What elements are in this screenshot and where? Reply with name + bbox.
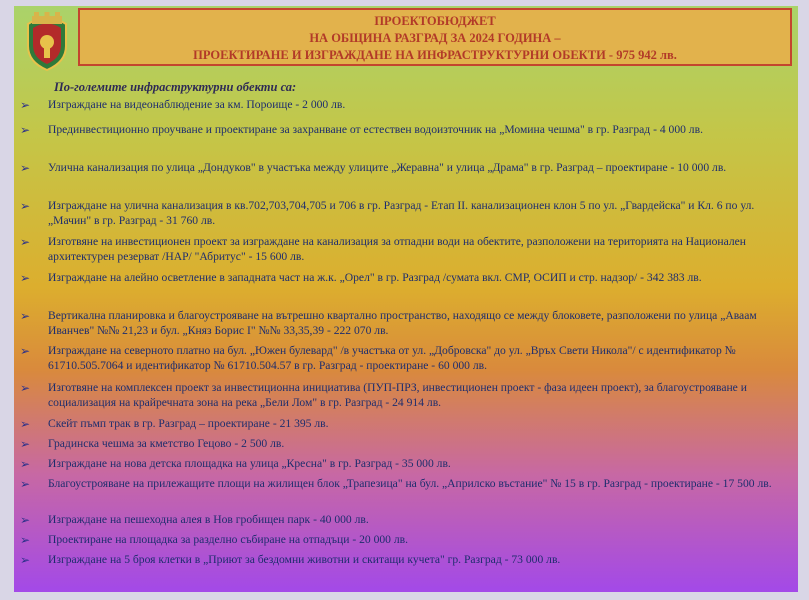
bullet-icon: ➢ bbox=[20, 381, 31, 395]
bullet-icon: ➢ bbox=[20, 235, 31, 249]
list-item-text: Вертикална планировка и благоустрояване на вътрешно квартално пространство, находящо се между блоковете, разположени по улица „Аваам Иванчев" №№ 21,23 и бул. „Княз Борис I" №№ 33,35,39 - 222 070 лв. bbox=[48, 309, 757, 337]
coat-of-arms-icon bbox=[22, 10, 72, 72]
list-item-text: Изграждане на нова детска площадка на улица „Кресна" в гр. Разград - 35 000 лв. bbox=[48, 457, 451, 470]
list-item bbox=[20, 199, 790, 228]
list-item-text: Изграждане на улична канализация в кв.702,703,704,705 и 706 в гр. Разград - Етап II. канализационен клон 5 по ул. „Гвардейска" и Кл. 6 по ул. „Мачин" в гр. Разград - 31 760 лв. bbox=[48, 199, 755, 227]
list-item bbox=[20, 309, 790, 338]
bullet-icon: ➢ bbox=[20, 477, 31, 491]
list-item-text: Скейт пъмп трак в гр. Разград – проектиране - 21 395 лв. bbox=[48, 417, 329, 430]
bullet-icon: ➢ bbox=[20, 533, 31, 547]
bullet-icon: ➢ bbox=[20, 309, 31, 323]
list-item bbox=[20, 98, 790, 113]
list-item bbox=[20, 457, 790, 472]
list-item bbox=[20, 553, 790, 568]
list-item-text: Изграждане на северното платно на бул. „Южен булевард" /в участъка от ул. „Добровска" до ул. „Връх Свети Никола"/ с идентификатор № 61710.505.7064 и идентификатор № 61710.504.57 в гр. Разград - проектиране - 60 000 лв. bbox=[48, 344, 736, 372]
bullet-icon: ➢ bbox=[20, 417, 31, 431]
bullet-icon: ➢ bbox=[20, 98, 31, 112]
slide bbox=[14, 6, 798, 592]
list-item bbox=[20, 344, 790, 373]
list-item-text: Изготвяне на комплексен проект за инвестиционна инициатива (ПУП-ПРЗ, инвестиционен проект - фаза идеен проект), за благоустрояване и социализация на крайречната зона на река „Бели Лом" в гр. Разград - 24 914 лв. bbox=[48, 381, 747, 409]
bullet-icon: ➢ bbox=[20, 123, 31, 137]
list-item bbox=[20, 161, 790, 176]
list-item-text: Градинска чешма за кметство Гецово - 2 500 лв. bbox=[48, 437, 285, 450]
title-line-3: ПРОЕКТИРАНЕ И ИЗГРАЖДАНЕ НА ИНФРАСТРУКТУРНИ ОБЕКТИ - 975 942 лв. bbox=[193, 48, 677, 62]
title-line-2: НА ОБЩИНА РАЗГРАД ЗА 2024 ГОДИНА – bbox=[309, 31, 561, 45]
bullet-icon: ➢ bbox=[20, 457, 31, 471]
list-item bbox=[20, 123, 790, 138]
bullet-icon: ➢ bbox=[20, 344, 31, 358]
list-item-text: Изграждане на алейно осветление в западната част на ж.к. „Орел" в гр. Разград /сумата вкл. СМР, ОСИП и стр. надзор/ - 342 383 лв. bbox=[48, 271, 702, 284]
list-item bbox=[20, 235, 790, 264]
list-item bbox=[20, 477, 790, 492]
list-heading: По-големите инфраструктурни обекти са: bbox=[54, 80, 297, 94]
title-line-1: ПРОЕКТОБЮДЖЕТ bbox=[374, 14, 496, 28]
bullet-icon: ➢ bbox=[20, 161, 31, 175]
bullet-icon: ➢ bbox=[20, 513, 31, 527]
list-item bbox=[20, 533, 790, 548]
list-item-text: Изграждане на видеонаблюдение за км. Пороище - 2 000 лв. bbox=[48, 98, 346, 111]
bullet-icon: ➢ bbox=[20, 553, 31, 567]
list-item bbox=[20, 513, 790, 528]
list-item bbox=[20, 381, 790, 410]
list-item-text: Изграждане на 5 броя клетки в „Приют за бездомни животни и скитащи кучета" гр. Разград - 73 000 лв. bbox=[48, 553, 561, 566]
title-box bbox=[78, 8, 792, 66]
list-item bbox=[20, 271, 790, 286]
list-item bbox=[20, 417, 790, 432]
list-item bbox=[20, 437, 790, 452]
list-item-text: Проектиране на площадка за разделно събиране на отпадъци - 20 000 лв. bbox=[48, 533, 409, 546]
bullet-icon: ➢ bbox=[20, 271, 31, 285]
list-item-text: Прединвестиционно проучване и проектиране за захранване от естествен водоизточник на „Момина чешма" в гр. Разград - 4 000 лв. bbox=[48, 123, 703, 136]
list-item-text: Изграждане на пешеходна алея в Нов гробищен парк - 40 000 лв. bbox=[48, 513, 369, 526]
list-item-text: Улична канализация по улица „Дондуков" в участъка между улиците „Жеравна" и улица „Драма" в гр. Разград – проектиране - 10 000 лв. bbox=[48, 161, 727, 174]
list-item-text: Благоустрояване на прилежащите площи на жилищен блок „Трапезица" на бул. „Априлско въстание" № 15 в гр. Разград - проектиране - 17 500 лв. bbox=[48, 477, 772, 490]
bullet-icon: ➢ bbox=[20, 199, 31, 213]
list-item-text: Изготвяне на инвестиционен проект за изграждане на канализация за отпадни води на обектите, разположени на територията на Национален архитектурен резерват /НАР/ "Абритус" - 15 600 лв. bbox=[48, 235, 746, 263]
bullet-icon: ➢ bbox=[20, 437, 31, 451]
